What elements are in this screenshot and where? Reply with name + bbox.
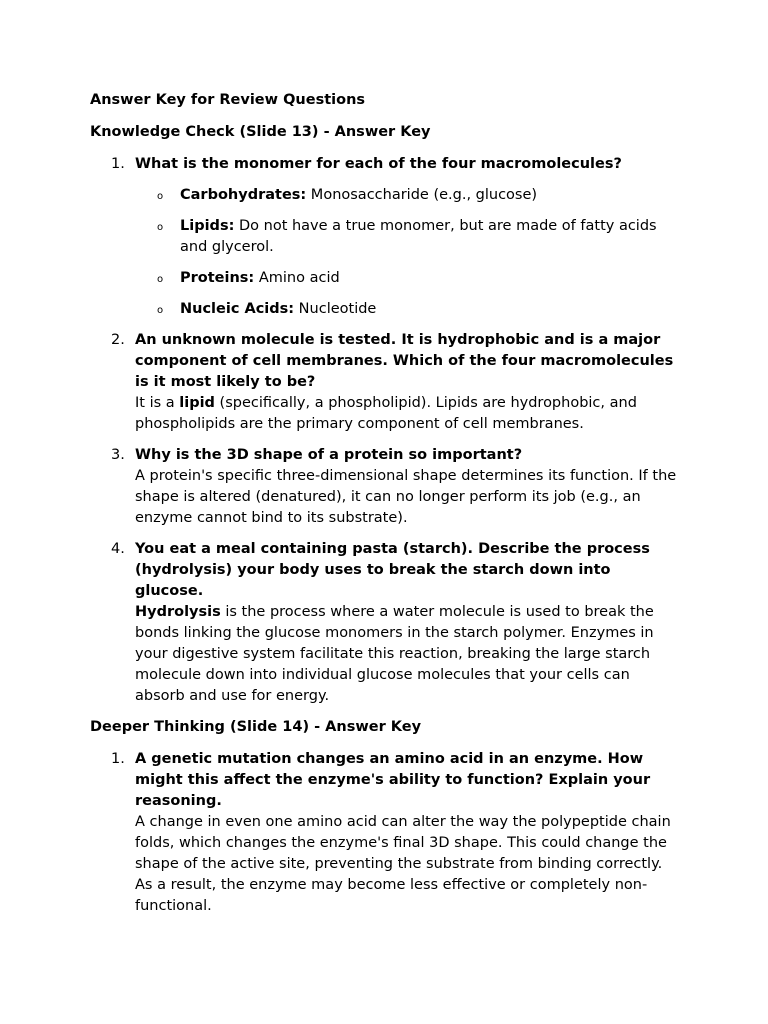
question-text: An unknown molecule is tested. It is hydrophobic and is a major component of cell membranes. Which of the four macromolecules is it most likely to be? [135,332,674,390]
answer-emphasis: lipid [179,395,215,411]
question-number: 1. [111,156,125,172]
list-item [135,216,678,258]
question-item [90,330,678,435]
bullet-icon: o [157,222,164,233]
question-text: What is the monomer for each of the four macromolecules? [135,156,622,172]
question-item [90,539,678,707]
bullet-icon: o [157,305,164,316]
list-item [135,268,678,289]
list-item [135,299,678,320]
document-title: Answer Key for Review Questions [90,92,366,108]
question-text: A genetic mutation changes an amino acid in an enzyme. How might this affect the enzyme's ability to function? Explain your reasoning. [135,751,651,809]
answer-text [135,393,678,435]
monomer-list [135,185,678,320]
question-number: 2. [111,332,125,348]
question-number: 4. [111,541,125,557]
answer-text: A protein's specific three-dimensional shape determines its function. If the shape is altered (denatured), it can no longer perform its job (e.g., an enzyme cannot bind to its substrate). [135,468,677,526]
item-label: Proteins: [180,270,255,286]
answer-pre: It is a [135,395,180,411]
question-number: 3. [111,447,125,463]
answer-emphasis: Hydrolysis [135,604,221,620]
item-label: Carbohydrates: [180,187,307,203]
item-label: Nucleic Acids: [180,301,295,317]
deeper-thinking-question-list [90,749,678,917]
item-text: Do not have a true monomer, but are made of fatty acids and glycerol. [180,218,657,255]
bullet-icon: o [157,191,164,202]
list-item [135,185,678,206]
item-text: Amino acid [254,270,340,286]
answer-text: A change in even one amino acid can alter the way the polypeptide chain folds, which changes the enzyme's final 3D shape. This could change the shape of the active site, preventing the substrate from binding correctly. As a result, the enzyme may become less effective or completely non-functional. [135,814,671,914]
knowledge-check-question-list [90,154,678,707]
question-number: 1. [111,751,125,767]
bullet-icon: o [157,274,164,285]
question-item [90,445,678,529]
answer-post: (specifically, a phospholipid). Lipids are hydrophobic, and phospholipids are the primary component of cell membranes. [135,395,637,432]
item-text: Nucleotide [294,301,377,317]
section-heading-deeper-thinking: Deeper Thinking (Slide 14) - Answer Key [90,719,422,735]
item-label: Lipids: [180,218,235,234]
item-text: Monosaccharide (e.g., glucose) [306,187,538,203]
question-item [90,154,678,320]
answer-text [135,602,678,707]
section-heading-knowledge-check: Knowledge Check (Slide 13) - Answer Key [90,124,431,140]
question-item [90,749,678,917]
question-text: You eat a meal containing pasta (starch). Describe the process (hydrolysis) your body uses to break the starch down into glucose. [135,541,650,599]
answer-post: is the process where a water molecule is used to break the bonds linking the glucose monomers in the starch polymer. Enzymes in your digestive system facilitate this reaction, breaking the large starch molecule down into individual glucose molecules that your cells can absorb and use for energy. [135,604,654,704]
question-text: Why is the 3D shape of a protein so important? [135,447,523,463]
